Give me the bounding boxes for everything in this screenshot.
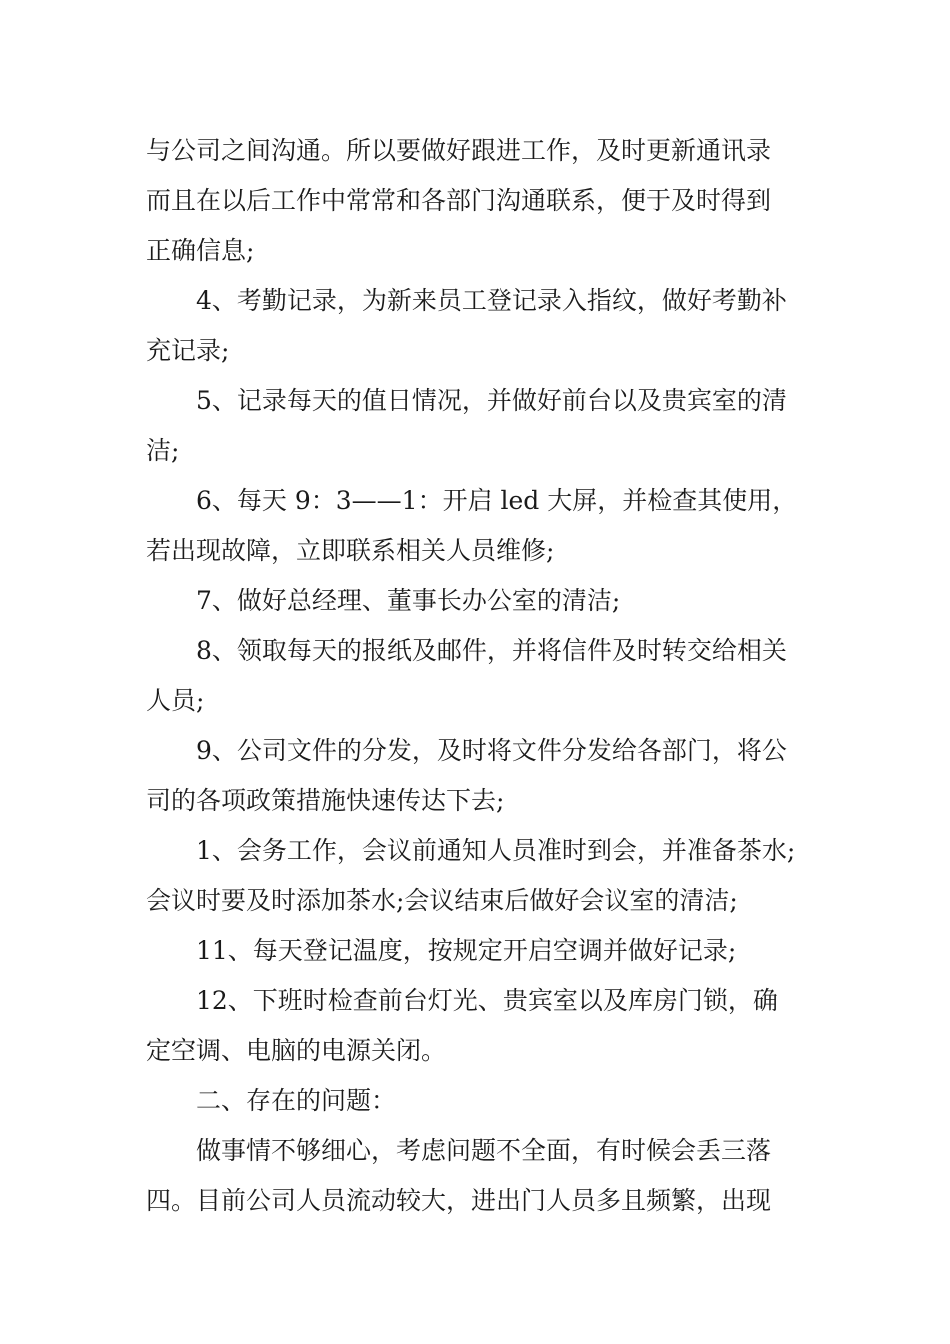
list-item-12-line: 12、下班时检查前台灯光、贵宾室以及库房门锁，确 — [196, 986, 778, 1015]
list-item-8-line: 8、领取每天的报纸及邮件，并将信件及时转交给相关 — [196, 636, 787, 665]
text-line: 定空调、电脑的电源关闭。 — [146, 1036, 447, 1065]
text-line: 司的各项政策措施快速传达下去; — [146, 786, 505, 815]
section-heading: 二、存在的问题： — [196, 1086, 397, 1115]
list-item-4-line: 4、考勤记录，为新来员工登记录入指纹，做好考勤补 — [196, 286, 787, 315]
paragraph-line: 做事情不够细心，考虑问题不全面，有时候会丢三落 — [196, 1136, 772, 1165]
text-line: 四。目前公司人员流动较大，进出门人员多且频繁，出现 — [146, 1186, 772, 1215]
list-item-9-line: 9、公司文件的分发，及时将文件分发给各部门，将公 — [196, 736, 787, 765]
text-line: 人员; — [146, 686, 205, 715]
text-line: 正确信息; — [146, 236, 255, 265]
list-item-5-line: 5、记录每天的值日情况，并做好前台以及贵宾室的清 — [196, 386, 787, 415]
text-line: 而且在以后工作中常常和各部门沟通联系，便于及时得到 — [146, 186, 772, 215]
list-item-10-line: 1、会务工作，会议前通知人员准时到会，并准备茶水; — [196, 836, 796, 865]
list-item-7-line: 7、做好总经理、董事长办公室的清洁; — [196, 586, 621, 615]
text-line: 充记录; — [146, 336, 230, 365]
text-line: 与公司之间沟通。所以要做好跟进工作，及时更新通讯录 — [146, 136, 772, 165]
text-line: 洁; — [146, 436, 180, 465]
list-item-6-line: 6、每天 9：3——1：开启 led 大屏，并检查其使用， — [196, 486, 798, 515]
list-item-11-line: 11、每天登记温度，按规定开启空调并做好记录; — [196, 936, 737, 965]
text-line: 会议时要及时添加茶水;会议结束后做好会议室的清洁; — [146, 886, 738, 915]
text-line: 若出现故障，立即联系相关人员维修; — [146, 536, 555, 565]
